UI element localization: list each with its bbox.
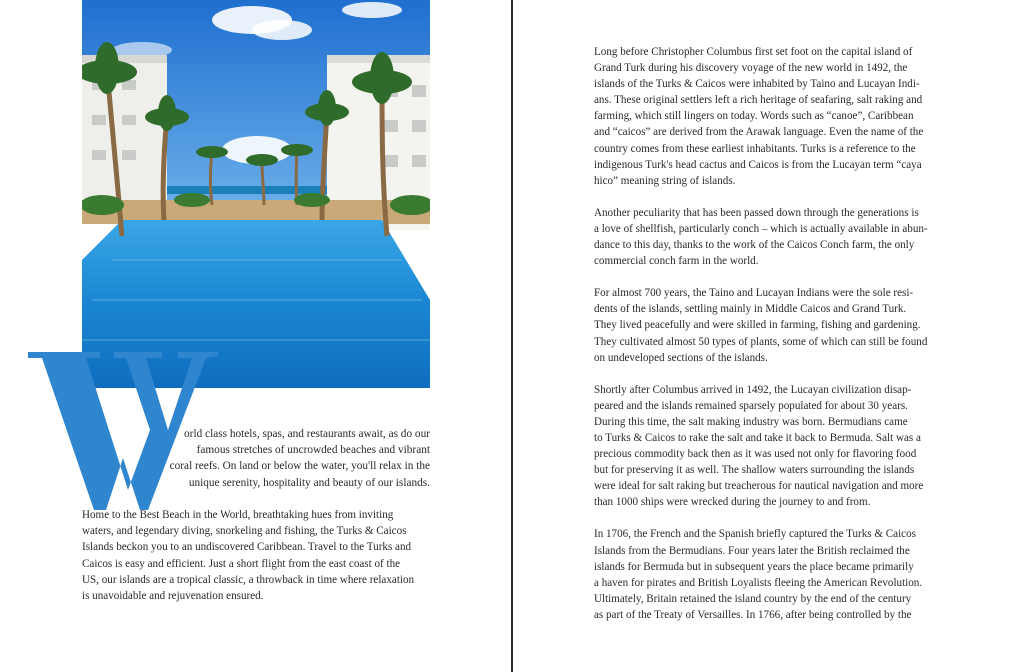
text-line: islands of the Turks & Caicos were inhabited by Taino and Lucayan Indi- [594, 78, 920, 91]
text-line: dance to this day, thanks to the work of the Caicos Conch farm, the only [594, 239, 915, 252]
text-line: They cultivated almost 50 types of plants, some of which can still be found [594, 335, 928, 348]
history-paragraph-5 [594, 526, 946, 623]
text-line: to Turks & Caicos to rake the salt and take it back to Bermuda. Salt was a [594, 431, 921, 444]
intro-line: coral reefs. On land or below the water, you'll relax in the [169, 460, 430, 473]
history-paragraph-4 [594, 382, 946, 511]
text-line: country comes from these earliest inhabitants. Turks is a reference to the [594, 142, 916, 155]
text-line: indigenous Turk's head cactus and Caicos is from the Lucayan term “caya [594, 158, 922, 171]
text-line: on undeveloped sections of the islands. [594, 351, 768, 364]
text-line: a haven for pirates and British Loyalists fleeing the American Revolution. [594, 576, 923, 589]
text-line: peared and the islands remained sparsely populated for about 30 years. [594, 399, 908, 412]
text-line: as part of the Treaty of Versailles. In 1766, after being controlled by the [594, 608, 912, 621]
text-line: commercial conch farm in the world. [594, 255, 759, 268]
text-line: ans. These original settlers left a rich heritage of seafaring, salt raking and [594, 94, 923, 107]
intro-line: orld class hotels, spas, and restaurants await, as do our [184, 428, 430, 440]
text-line: During this time, the salt making industry was born. Bermudians came [594, 415, 908, 428]
text-line: Long before Christopher Columbus first set foot on the capital island of [594, 46, 913, 58]
text-line: Grand Turk during his discovery voyage of the new world in 1492, the [594, 62, 908, 75]
text-line: In 1706, the French and the Spanish briefly captured the Turks & Caicos [594, 528, 916, 541]
intro-line: famous stretches of uncrowded beaches and vibrant [196, 444, 430, 457]
text-line: Ultimately, Britain retained the island country by the end of the century [594, 592, 912, 605]
text-line: They lived peacefully and were skilled in farming, fishing and gardening. [594, 319, 921, 332]
text-line: For almost 700 years, the Taino and Lucayan Indians were the sole resi- [594, 287, 914, 300]
history-paragraph-2 [594, 205, 946, 269]
body-line: waters, and legendary diving, snorkeling and fishing, the Turks & Caicos [82, 525, 407, 538]
text-line: farming, which still lingers on today. Words such as “canoe”, Caribbean [594, 110, 914, 123]
body-line: US, our islands are a tropical classic, a throwback in time where relaxation [82, 573, 415, 586]
text-line: dents of the islands, settling mainly in Middle Caicos and Grand Turk. [594, 303, 907, 316]
text-line: than 1000 ships were wrecked during the journey to and from. [594, 496, 871, 509]
intro-paragraph [160, 426, 430, 491]
page-gutter-divider [511, 0, 513, 672]
text-line: islands for Bermuda but in subsequent years the place became primarily [594, 560, 914, 573]
history-paragraph-3 [594, 285, 946, 365]
left-body-paragraph [82, 507, 432, 604]
text-line: and “caicos” are derived from the Arawak language. Even the name of the [594, 126, 924, 139]
text-line: but for preserving it as well. The shallow waters surrounding the islands [594, 464, 915, 477]
text-line: Shortly after Columbus arrived in 1492, the Lucayan civilization disap- [594, 383, 912, 396]
text-line: a love of shellfish, particularly conch – which is actually available in abun- [594, 222, 928, 235]
body-line: is unavoidable and rejuvenation ensured. [82, 590, 264, 603]
body-line: Islands beckon you to an undiscovered Caribbean. Travel to the Turks and [82, 541, 412, 554]
history-paragraph-1 [594, 44, 946, 189]
body-line: Home to the Best Beach in the World, breathtaking hues from inviting [82, 509, 394, 521]
text-line: Islands from the Bermudians. Four years later the British reclaimed the [594, 544, 910, 557]
text-line: were ideal for salt raking but treacherous for nautical navigation and more [594, 480, 924, 493]
right-page-column [594, 44, 946, 639]
text-line: Another peculiarity that has been passed down through the generations is [594, 206, 919, 219]
body-line: Caicos is easy and efficient. Just a short flight from the east coast of the [82, 557, 401, 570]
intro-line: unique serenity, hospitality and beauty of our islands. [188, 476, 430, 489]
text-line: precious commodity back then as it was used not only for flavoring food [594, 448, 917, 461]
text-line: hico” meaning string of islands. [594, 174, 736, 187]
